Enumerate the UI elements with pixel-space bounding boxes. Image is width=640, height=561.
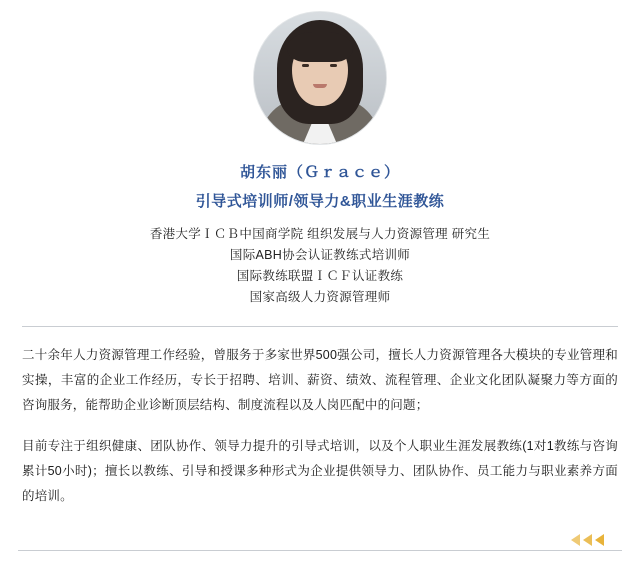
footer-bar [18, 525, 622, 551]
section-divider [22, 326, 618, 327]
portrait-mouth [313, 84, 327, 88]
triangle-left-icon [583, 534, 592, 546]
portrait-fringe [287, 32, 353, 62]
page-navigation-arrows[interactable] [571, 534, 604, 546]
triangle-left-icon [595, 534, 604, 546]
portrait-eye-right [330, 64, 337, 67]
credential-item: 国际ABH协会认证教练式培训师 [229, 248, 411, 262]
portrait-eye-left [302, 64, 309, 67]
person-name: 胡东丽（Ｇｒａｃｅ） [239, 164, 400, 181]
biography-paragraph: 目前专注于组织健康、团队协作、领导力提升的引导式培训，以及个人职业生涯发展教练(1对1教练与咨询累计50小时)；擅长以教练、引导和授课多种形式为企业提供领导力、团队协作、员工能力与职业素养方面的培训。 [22, 439, 618, 503]
credentials-list [18, 224, 622, 308]
credential-item: 国际教练联盟ＩＣＦ认证教练 [236, 269, 404, 283]
avatar [254, 12, 386, 144]
profile-headings [18, 162, 622, 308]
triangle-left-icon [571, 534, 580, 546]
portrait-container [18, 0, 622, 144]
credential-item: 国家高级人力资源管理师 [249, 290, 391, 304]
biography-paragraph: 二十余年人力资源管理工作经验，曾服务于多家世界500强公司，擅长人力资源管理各大模块的专业管理和实操，丰富的企业工作经历，专长于招聘、培训、薪资、绩效、流程管理、企业文化团队凝聚力等方面的咨询服务，能帮助企业诊断顶层结构、制度流程以及人岗匹配中的问题； [22, 348, 618, 412]
footer-divider [18, 550, 622, 551]
biography-text [18, 343, 622, 509]
person-role: 引导式培训师/领导力&职业生涯教练 [195, 193, 445, 210]
credential-item: 香港大学ＩＣＢ中国商学院 组织发展与人力资源管理 研究生 [149, 227, 491, 241]
